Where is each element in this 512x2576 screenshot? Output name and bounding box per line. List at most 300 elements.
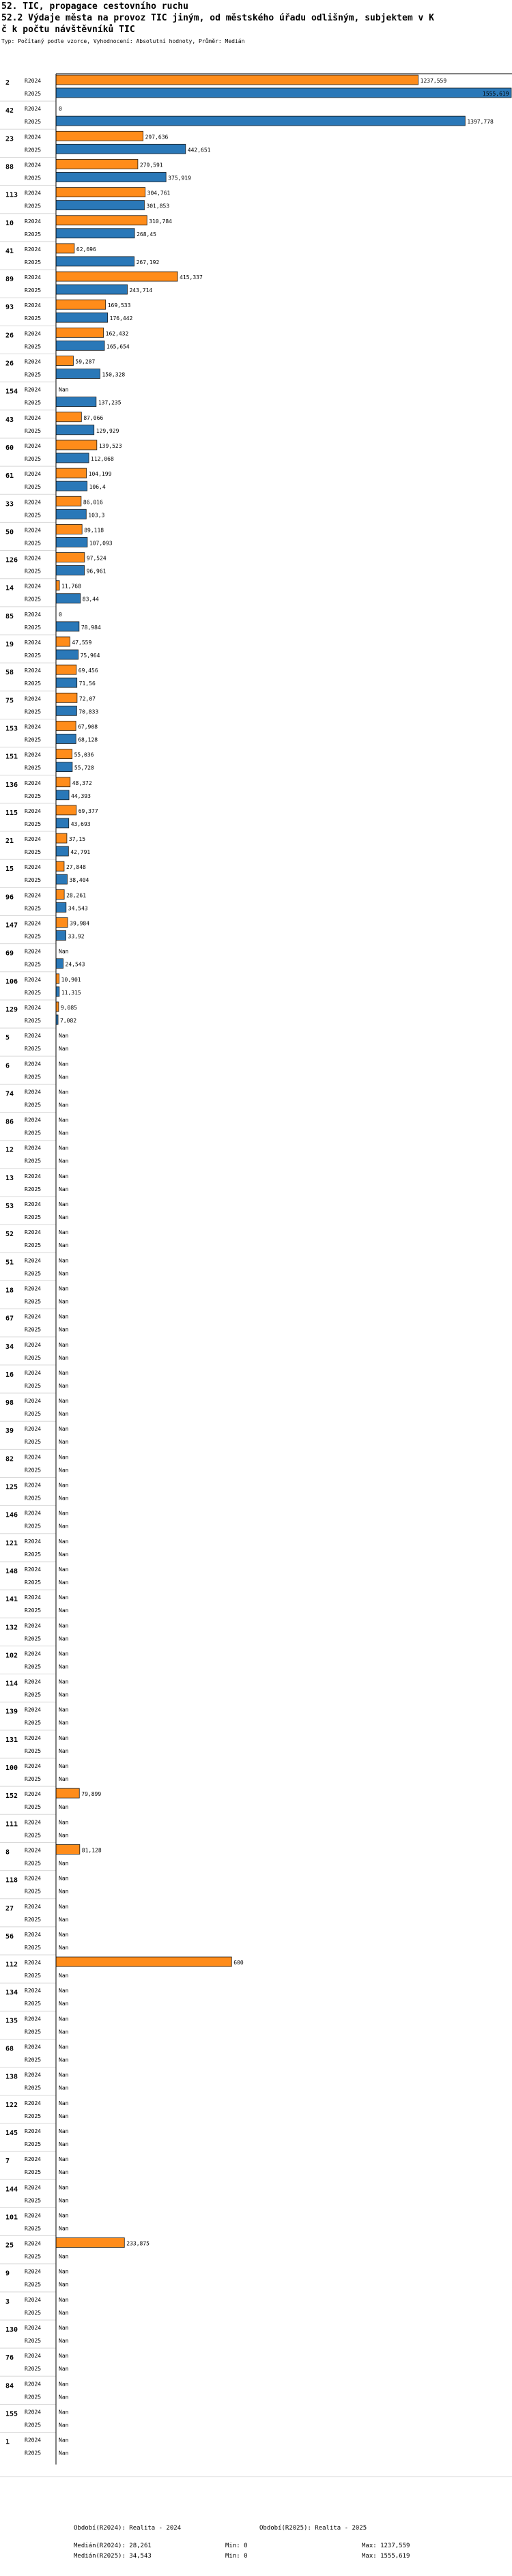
bar-r2024 [56, 272, 177, 281]
series-label-r2024: R2024 [25, 358, 42, 365]
group-label: 100 [5, 1764, 18, 1772]
bar-r2024 [56, 861, 64, 871]
group-label: 113 [5, 191, 18, 199]
series-label-r2025: R2025 [25, 1495, 42, 1502]
series-label-r2024: R2024 [25, 1847, 42, 1854]
series-label-r2024: R2024 [25, 696, 42, 702]
value-label-r2025: Nan [59, 2450, 69, 2457]
group-label: 115 [5, 809, 18, 817]
group-label: 14 [5, 584, 14, 592]
value-label-r2024: 86,016 [83, 499, 103, 506]
series-label-r2025: R2025 [25, 2169, 42, 2176]
bar-r2025 [56, 341, 104, 350]
series-label-r2024: R2024 [25, 134, 42, 141]
value-label-r2024: 1237,559 [420, 78, 447, 84]
series-label-r2025: R2025 [25, 624, 42, 631]
value-label-r2025: Nan [59, 1102, 69, 1108]
bar-r2024 [56, 2238, 124, 2248]
value-label-r2025: 1555,619 [483, 91, 509, 97]
group-label: 69 [5, 949, 14, 958]
group-label: 53 [5, 1203, 14, 1210]
series-label-r2025: R2025 [25, 1776, 42, 1782]
value-label-r2025: 11,315 [61, 989, 81, 996]
value-label-r2025: Nan [59, 1832, 69, 1839]
value-label-r2025: Nan [59, 1214, 69, 1220]
value-label-r2024: 28,261 [66, 892, 87, 899]
chart-title-line-2: 52.2 Výdaje města na provoz TIC jiným, od městského úřadu odlišným, subjektem v K [1, 13, 434, 23]
bar-r2024 [56, 553, 85, 562]
bar-r2024 [56, 75, 418, 85]
group-label: 58 [5, 669, 14, 677]
series-label-r2025: R2025 [25, 2113, 42, 2119]
bar-r2024 [56, 777, 70, 787]
value-label-r2025: 103,3 [88, 512, 105, 519]
series-label-r2024: R2024 [25, 1313, 42, 1320]
group-label: 41 [5, 247, 14, 255]
group-label: 7 [5, 2158, 10, 2166]
chart-title-line-1: 52. TIC, propagace cestovního ruchu [1, 1, 188, 12]
series-label-r2024: R2024 [25, 1145, 42, 1151]
value-label-r2025: Nan [59, 1860, 69, 1867]
series-label-r2025: R2025 [25, 91, 42, 97]
series-label-r2024: R2024 [25, 1369, 42, 1376]
value-label-r2024: Nan [59, 1594, 69, 1601]
group-label: 25 [5, 2242, 14, 2250]
group-label: 146 [5, 1511, 18, 1519]
series-label-r2025: R2025 [25, 736, 42, 743]
bar-r2024 [56, 833, 67, 843]
value-label-r2024: Nan [59, 2072, 69, 2078]
group-label: 131 [5, 1736, 18, 1744]
value-label-r2025: Nan [59, 1747, 69, 1754]
series-label-r2024: R2024 [25, 330, 42, 337]
value-label-r2025: Nan [59, 1074, 69, 1081]
group-label: 125 [5, 1483, 18, 1491]
value-label-r2025: 75,964 [80, 653, 100, 659]
group-label: 1 [5, 2438, 10, 2446]
series-label-r2025: R2025 [25, 792, 42, 799]
footer-max-2024: Max: 1237,559 [362, 2543, 410, 2549]
value-label-r2025: Nan [59, 1776, 69, 1782]
value-label-r2025: Nan [59, 1158, 69, 1164]
group-label: 43 [5, 416, 14, 424]
bar-r2024 [56, 918, 68, 928]
series-label-r2025: R2025 [25, 2338, 42, 2344]
value-label-r2025: Nan [59, 1804, 69, 1811]
series-label-r2025: R2025 [25, 512, 42, 519]
group-label: 56 [5, 1932, 14, 1941]
series-label-r2025: R2025 [25, 1411, 42, 1418]
series-label-r2024: R2024 [25, 1706, 42, 1713]
value-label-r2025: Nan [59, 2057, 69, 2063]
value-label-r2024: Nan [59, 2156, 69, 2163]
series-label-r2025: R2025 [25, 2394, 42, 2401]
chart-title-line-3: č k počtu návštěvníků TIC [1, 25, 135, 35]
value-label-r2024: 69,377 [78, 807, 98, 814]
group-label: 130 [5, 2326, 18, 2334]
bar-r2024 [56, 216, 147, 225]
series-label-r2024: R2024 [25, 1398, 42, 1405]
series-label-r2024: R2024 [25, 2437, 42, 2444]
series-label-r2024: R2024 [25, 2128, 42, 2134]
value-label-r2025: 267,192 [136, 259, 160, 266]
series-label-r2024: R2024 [25, 1566, 42, 1573]
series-label-r2025: R2025 [25, 259, 42, 266]
series-label-r2024: R2024 [25, 106, 42, 113]
value-label-r2024: 55,036 [74, 752, 94, 758]
group-label: 84 [5, 2382, 14, 2390]
value-label-r2024: Nan [59, 1313, 69, 1320]
series-label-r2024: R2024 [25, 2156, 42, 2163]
group-label: 121 [5, 1539, 18, 1547]
group-label: 5 [5, 1034, 10, 1042]
bar-r2025 [56, 902, 66, 912]
value-label-r2025: Nan [59, 2141, 69, 2147]
footer-min-2025: Min: 0 [225, 2553, 248, 2560]
group-label: 10 [5, 219, 14, 227]
bar-r2025 [56, 285, 127, 294]
group-label: 89 [5, 276, 14, 284]
value-label-r2025: Nan [59, 1691, 69, 1698]
footer-min-2024: Min: 0 [225, 2543, 248, 2549]
series-label-r2024: R2024 [25, 162, 42, 169]
series-label-r2024: R2024 [25, 1089, 42, 1096]
value-label-r2024: 415,337 [180, 274, 203, 281]
series-label-r2024: R2024 [25, 1426, 42, 1433]
value-label-r2025: Nan [59, 2253, 69, 2260]
series-label-r2025: R2025 [25, 2225, 42, 2232]
value-label-r2024: Nan [59, 2212, 69, 2219]
group-label: 9 [5, 2270, 10, 2278]
series-label-r2025: R2025 [25, 540, 42, 547]
group-label: 144 [5, 2186, 18, 2194]
value-label-r2025: 243,714 [129, 287, 153, 294]
series-label-r2025: R2025 [25, 1832, 42, 1839]
series-label-r2025: R2025 [25, 1551, 42, 1558]
bar-r2025 [56, 144, 186, 154]
group-label: 136 [5, 781, 18, 789]
group-label: 6 [5, 1062, 10, 1070]
value-label-r2024: Nan [59, 1173, 69, 1179]
series-label-r2024: R2024 [25, 920, 42, 927]
series-label-r2024: R2024 [25, 2409, 42, 2416]
bar-r2025 [56, 650, 79, 659]
value-label-r2024: Nan [59, 1145, 69, 1151]
bar-r2024 [56, 412, 81, 422]
bar-r2025 [56, 790, 69, 800]
value-label-r2025: Nan [59, 1298, 69, 1305]
series-label-r2025: R2025 [25, 371, 42, 378]
value-label-r2024: 72,07 [79, 696, 96, 702]
group-label: 151 [5, 753, 18, 761]
value-label-r2025: Nan [59, 1495, 69, 1502]
bar-r2025 [56, 734, 76, 743]
group-label: 26 [5, 360, 14, 368]
series-label-r2025: R2025 [25, 1607, 42, 1614]
series-label-r2025: R2025 [25, 1158, 42, 1164]
series-label-r2024: R2024 [25, 724, 42, 730]
series-label-r2025: R2025 [25, 2029, 42, 2035]
series-label-r2025: R2025 [25, 1719, 42, 1726]
series-label-r2025: R2025 [25, 175, 42, 182]
series-label-r2024: R2024 [25, 442, 42, 449]
value-label-r2025: Nan [59, 2001, 69, 2007]
value-label-r2024: Nan [59, 1482, 69, 1489]
bar-r2024 [56, 693, 77, 702]
value-label-r2025: 150,328 [102, 371, 126, 378]
value-label-r2025: 301,853 [146, 203, 170, 210]
value-label-r2025: 44,393 [71, 792, 91, 799]
bar-r2024 [56, 496, 81, 506]
bar-r2024 [56, 440, 97, 450]
series-label-r2024: R2024 [25, 1734, 42, 1741]
bar-r2025 [56, 229, 134, 238]
value-label-r2024: Nan [59, 2128, 69, 2134]
value-label-r2025: Nan [59, 1046, 69, 1053]
series-label-r2024: R2024 [25, 1482, 42, 1489]
series-label-r2024: R2024 [25, 1594, 42, 1601]
series-label-r2024: R2024 [25, 1004, 42, 1011]
bar-r2025 [56, 594, 81, 603]
group-label: 153 [5, 725, 18, 733]
series-label-r2024: R2024 [25, 2325, 42, 2331]
value-label-r2025: Nan [59, 1467, 69, 1474]
value-label-r2025: Nan [59, 1130, 69, 1136]
bar-r2025 [56, 509, 86, 519]
series-label-r2024: R2024 [25, 836, 42, 843]
group-label: 12 [5, 1146, 14, 1154]
group-label: 98 [5, 1399, 14, 1407]
bar-r2025 [56, 537, 87, 547]
value-label-r2024: 11,768 [61, 583, 81, 590]
series-label-r2024: R2024 [25, 190, 42, 197]
value-label-r2024: 297,636 [145, 134, 169, 141]
series-label-r2025: R2025 [25, 905, 42, 912]
value-label-r2024: 48,372 [72, 779, 92, 786]
value-label-r2024: Nan [59, 2353, 69, 2360]
value-label-r2024: Nan [59, 1341, 69, 1348]
value-label-r2025: Nan [59, 2338, 69, 2344]
group-label: 15 [5, 865, 14, 874]
series-label-r2024: R2024 [25, 2016, 42, 2022]
value-label-r2025: 83,44 [82, 596, 99, 603]
bar-r2025 [56, 116, 465, 126]
group-label: 132 [5, 1624, 18, 1632]
group-label: 112 [5, 1961, 18, 1969]
group-label: 135 [5, 2017, 18, 2025]
series-label-r2024: R2024 [25, 1650, 42, 1657]
series-label-r2024: R2024 [25, 471, 42, 478]
series-label-r2024: R2024 [25, 78, 42, 84]
group-label: 18 [5, 1287, 14, 1295]
series-label-r2025: R2025 [25, 203, 42, 210]
value-label-r2024: Nan [59, 1538, 69, 1545]
group-label: 148 [5, 1567, 18, 1575]
group-label: 129 [5, 1005, 18, 1014]
bar-r2024 [56, 637, 70, 646]
bar-r2024 [56, 524, 82, 534]
group-label: 74 [5, 1090, 14, 1098]
value-label-r2024: Nan [59, 1229, 69, 1236]
group-label: 33 [5, 500, 14, 509]
value-label-r2024: Nan [59, 1734, 69, 1741]
group-label: 19 [5, 641, 14, 648]
group-label: 26 [5, 332, 14, 340]
value-label-r2024: Nan [59, 948, 69, 955]
chart-subtitle: Typ: Počítaný podle vzorce, Vyhodnocení: Absolutní hodnoty, Průměr: Medián [1, 38, 245, 44]
series-label-r2025: R2025 [25, 989, 42, 996]
value-label-r2025: Nan [59, 2394, 69, 2401]
series-label-r2024: R2024 [25, 1819, 42, 1826]
bar-r2025 [56, 257, 134, 266]
group-label: 138 [5, 2073, 18, 2081]
group-label: 93 [5, 304, 14, 312]
series-label-r2025: R2025 [25, 343, 42, 350]
group-label: 16 [5, 1371, 14, 1379]
value-label-r2025: 1397,778 [467, 119, 494, 126]
footer-max-2025: Max: 1555,619 [362, 2553, 410, 2560]
value-label-r2024: Nan [59, 1622, 69, 1629]
value-label-r2024: Nan [59, 2044, 69, 2050]
bar-r2024 [56, 1788, 79, 1798]
bar-r2025 [56, 678, 77, 687]
value-label-r2024: Nan [59, 1117, 69, 1124]
series-label-r2024: R2024 [25, 274, 42, 281]
series-label-r2024: R2024 [25, 1061, 42, 1068]
bar-r2024 [56, 131, 143, 141]
series-label-r2024: R2024 [25, 2381, 42, 2388]
bar-r2024 [56, 974, 59, 984]
series-label-r2024: R2024 [25, 864, 42, 871]
value-label-r2025: 24,543 [65, 961, 85, 968]
bar-r2025 [56, 931, 66, 941]
series-label-r2024: R2024 [25, 2184, 42, 2191]
value-label-r2024: Nan [59, 2296, 69, 2303]
value-label-r2025: 442,651 [187, 147, 211, 154]
value-label-r2025: 129,929 [96, 427, 119, 434]
series-label-r2025: R2025 [25, 1017, 42, 1024]
value-label-r2024: Nan [59, 1285, 69, 1292]
value-label-r2024: 47,559 [72, 640, 92, 646]
group-label: 42 [5, 107, 14, 115]
series-label-r2024: R2024 [25, 1622, 42, 1629]
series-label-r2024: R2024 [25, 246, 42, 253]
series-label-r2024: R2024 [25, 1229, 42, 1236]
series-label-r2024: R2024 [25, 499, 42, 506]
series-label-r2025: R2025 [25, 1973, 42, 1979]
value-label-r2025: 43,693 [70, 820, 91, 827]
group-label: 141 [5, 1596, 18, 1604]
value-label-r2024: 59,287 [75, 358, 96, 365]
value-label-r2024: Nan [59, 2268, 69, 2275]
series-label-r2025: R2025 [25, 1888, 42, 1895]
series-label-r2025: R2025 [25, 653, 42, 659]
value-label-r2025: 33,92 [68, 933, 85, 940]
series-label-r2025: R2025 [25, 1270, 42, 1277]
group-label: 152 [5, 1792, 18, 1801]
value-label-r2025: 68,128 [78, 736, 98, 743]
series-label-r2024: R2024 [25, 1201, 42, 1207]
value-label-r2025: 137,235 [98, 399, 122, 406]
series-label-r2024: R2024 [25, 2296, 42, 2303]
series-label-r2024: R2024 [25, 583, 42, 590]
bar-r2025 [56, 201, 144, 210]
bar-r2024 [56, 665, 76, 674]
group-label: 68 [5, 2045, 14, 2053]
series-label-r2025: R2025 [25, 1944, 42, 1951]
value-label-r2024: 104,199 [88, 471, 112, 478]
value-label-r2024: 81,128 [81, 1847, 102, 1854]
value-label-r2025: Nan [59, 2366, 69, 2373]
series-label-r2025: R2025 [25, 2422, 42, 2429]
value-label-r2024: 87,066 [83, 414, 104, 421]
series-label-r2025: R2025 [25, 681, 42, 687]
value-label-r2024: 279,591 [139, 162, 163, 169]
value-label-r2025: 34,543 [68, 905, 88, 912]
value-label-r2024: Nan [59, 2100, 69, 2106]
value-label-r2025: Nan [59, 1635, 69, 1642]
group-label: 21 [5, 838, 14, 846]
value-label-r2024: Nan [59, 2437, 69, 2444]
value-label-r2025: Nan [59, 1719, 69, 1726]
value-label-r2024: 39,984 [70, 920, 90, 927]
group-label: 50 [5, 528, 14, 536]
series-label-r2024: R2024 [25, 948, 42, 955]
value-label-r2025: 78,984 [81, 624, 101, 631]
series-label-r2024: R2024 [25, 2353, 42, 2360]
value-label-r2024: Nan [59, 1931, 69, 1938]
group-label: 86 [5, 1118, 14, 1126]
group-label: 106 [5, 977, 18, 986]
bar-r2024 [56, 328, 104, 337]
series-label-r2025: R2025 [25, 1214, 42, 1220]
value-label-r2024: Nan [59, 2325, 69, 2331]
footer-median-2025: Medián(R2025): 34,543 [74, 2553, 152, 2560]
value-label-r2024: Nan [59, 2016, 69, 2022]
series-label-r2025: R2025 [25, 961, 42, 968]
series-label-r2025: R2025 [25, 1747, 42, 1754]
series-label-r2024: R2024 [25, 1875, 42, 1882]
series-label-r2025: R2025 [25, 147, 42, 154]
value-label-r2025: 268,45 [137, 231, 157, 238]
bar-r2024 [56, 1002, 59, 1012]
value-label-r2025: Nan [59, 2029, 69, 2035]
value-label-r2025: Nan [59, 2197, 69, 2204]
group-label: 52 [5, 1231, 14, 1239]
series-label-r2025: R2025 [25, 231, 42, 238]
value-label-r2024: 69,456 [78, 668, 98, 674]
bar-r2024 [56, 1957, 231, 1966]
group-label: 8 [5, 1848, 10, 1857]
series-label-r2024: R2024 [25, 1791, 42, 1798]
series-label-r2024: R2024 [25, 752, 42, 758]
value-label-r2025: Nan [59, 1973, 69, 1979]
value-label-r2024: 10,901 [61, 976, 81, 983]
series-label-r2025: R2025 [25, 287, 42, 294]
series-label-r2025: R2025 [25, 1326, 42, 1333]
bar-r2025 [56, 88, 511, 98]
series-label-r2024: R2024 [25, 1117, 42, 1124]
series-label-r2025: R2025 [25, 1663, 42, 1670]
group-label: 102 [5, 1652, 18, 1660]
series-label-r2025: R2025 [25, 1354, 42, 1361]
series-label-r2024: R2024 [25, 2240, 42, 2247]
series-label-r2025: R2025 [25, 764, 42, 771]
value-label-r2025: Nan [59, 1607, 69, 1614]
group-label: 96 [5, 893, 14, 902]
series-label-r2024: R2024 [25, 668, 42, 674]
value-label-r2025: Nan [59, 1411, 69, 1418]
